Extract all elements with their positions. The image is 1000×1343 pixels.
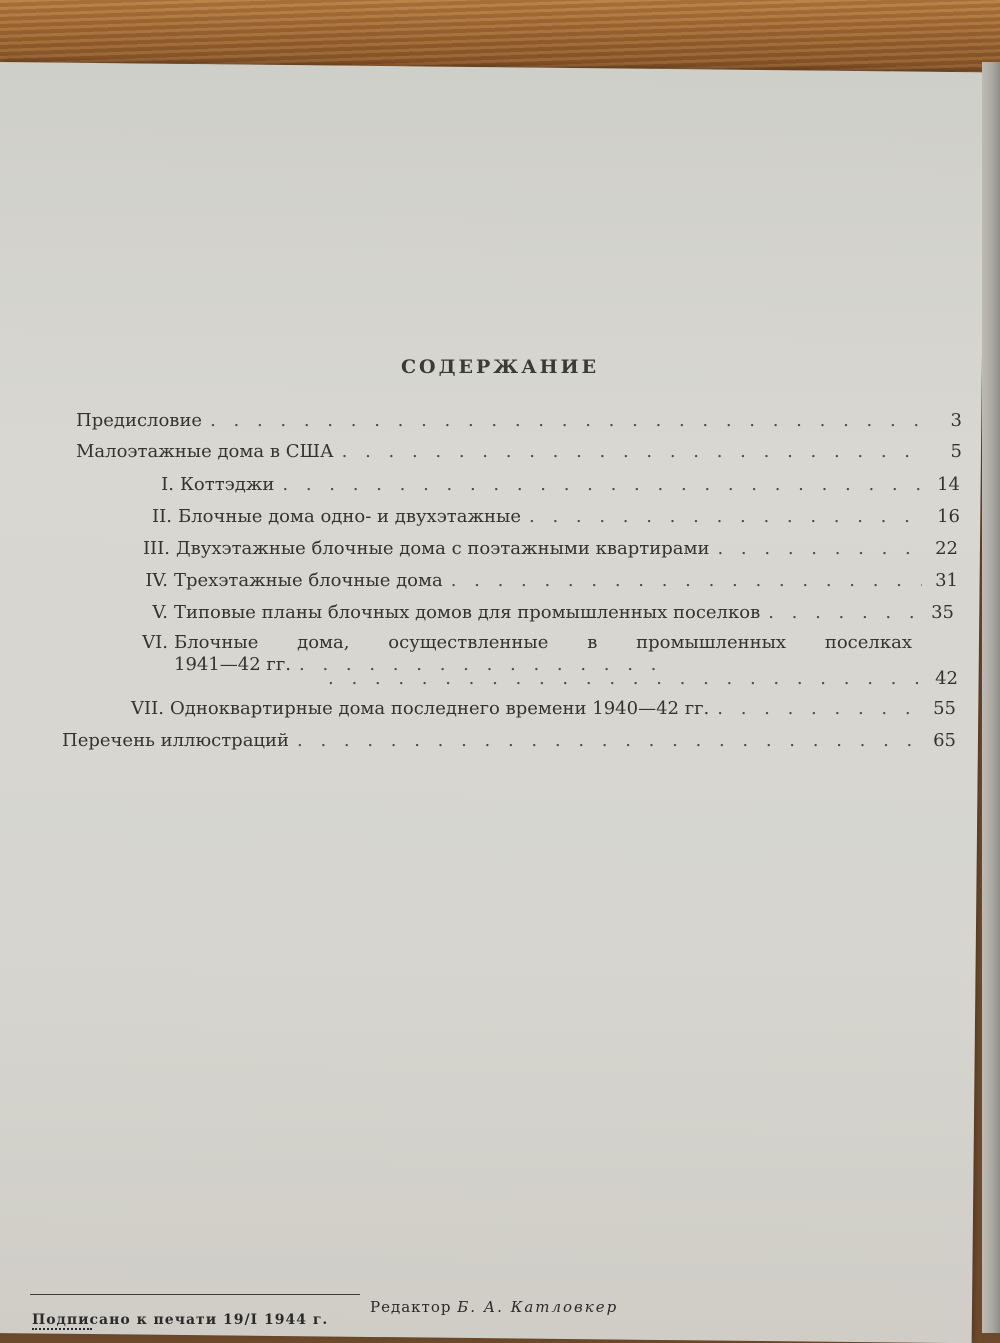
toc-entry-number: V. [152, 602, 168, 623]
label-word: Блочные [174, 632, 259, 653]
label-word: поселках [824, 632, 912, 653]
toc-entry-page: 65 [933, 730, 956, 751]
toc-entry-page: 42 [935, 668, 958, 689]
toc-entry-label: Малоэтажные дома в США [76, 441, 334, 462]
toc-entry-chapter-6-page-line [320, 668, 958, 690]
dot-leader [760, 602, 918, 624]
toc-entry-label: Трехэтажные блочные дома [174, 570, 443, 591]
toc-entry-number: III. [142, 538, 170, 559]
dot-leader [274, 474, 924, 496]
editor-name: Б. А. Катловкер [457, 1298, 619, 1316]
toc-entry-label: Двухэтажные блочные дома с поэтажными квартирами [176, 538, 710, 559]
toc-entry-label: Типовые планы блочных домов для промышленных поселков [174, 602, 761, 623]
toc-entry-usa-houses [76, 441, 962, 463]
toc-entry-chapter-4 [128, 570, 958, 592]
toc-entry-label-continuation: 1941—42 гг. [174, 654, 292, 675]
dot-leader [709, 538, 922, 560]
toc-entry-number: I. [161, 474, 174, 495]
toc-entry-number: VI. [142, 632, 168, 653]
toc-entry-label: Блочные дома одно- и двухэтажные [178, 506, 522, 527]
label-word: промышленных [636, 632, 787, 653]
dot-leader [521, 506, 924, 528]
toc-entry-page: 22 [935, 538, 958, 559]
footer-rule [30, 1294, 360, 1295]
toc-entry-page: 55 [933, 698, 956, 719]
toc-entry-chapter-2 [132, 506, 960, 528]
footer-signed-date: Подписано к печати 19/I 1944 г. [32, 1312, 329, 1328]
toc-entry-chapter-6 [128, 632, 912, 654]
toc-entry-label: Коттэджи [180, 474, 275, 495]
dot-leader [289, 730, 920, 752]
toc-entry-preface [76, 410, 962, 432]
footer-cut-line [32, 1328, 92, 1335]
toc-entry-label: Одноквартирные дома последнего времени 1940—42 гг. [170, 698, 710, 719]
toc-title: СОДЕРЖАНИЕ [400, 356, 600, 378]
toc-entry-label [174, 632, 912, 654]
toc-entry-chapter-7 [124, 698, 956, 720]
toc-entry-page: 3 [950, 410, 962, 431]
toc-entry-label: Перечень иллюстраций [62, 730, 289, 751]
dot-leader [320, 668, 922, 690]
label-word: дома, [297, 632, 350, 653]
toc-entry-page: 35 [931, 602, 954, 623]
toc-entry-page: 31 [935, 570, 958, 591]
label-word: в [587, 632, 598, 653]
toc-entry-illustrations [62, 730, 956, 752]
dot-leader [334, 441, 926, 463]
toc-entry-chapter-5 [128, 602, 954, 624]
label-word: осуществленные [388, 632, 549, 653]
toc-entry-number: VII. [131, 698, 164, 719]
toc-entry-label: Предисловие [76, 410, 203, 431]
toc-entry-chapter-3 [130, 538, 958, 560]
editor-prefix: Редактор [370, 1298, 452, 1316]
toc-entry-page: 5 [950, 441, 962, 462]
dot-leader [202, 410, 926, 432]
toc-entry-page: 14 [937, 474, 960, 495]
dot-leader [709, 698, 920, 720]
footer-editor [370, 1298, 618, 1316]
toc-entry-page: 16 [937, 506, 960, 527]
toc-entry-number: II. [152, 506, 172, 527]
dot-leader [443, 570, 922, 592]
toc-entry-number: IV. [145, 570, 168, 591]
toc-entry-chapter-1 [134, 474, 960, 496]
